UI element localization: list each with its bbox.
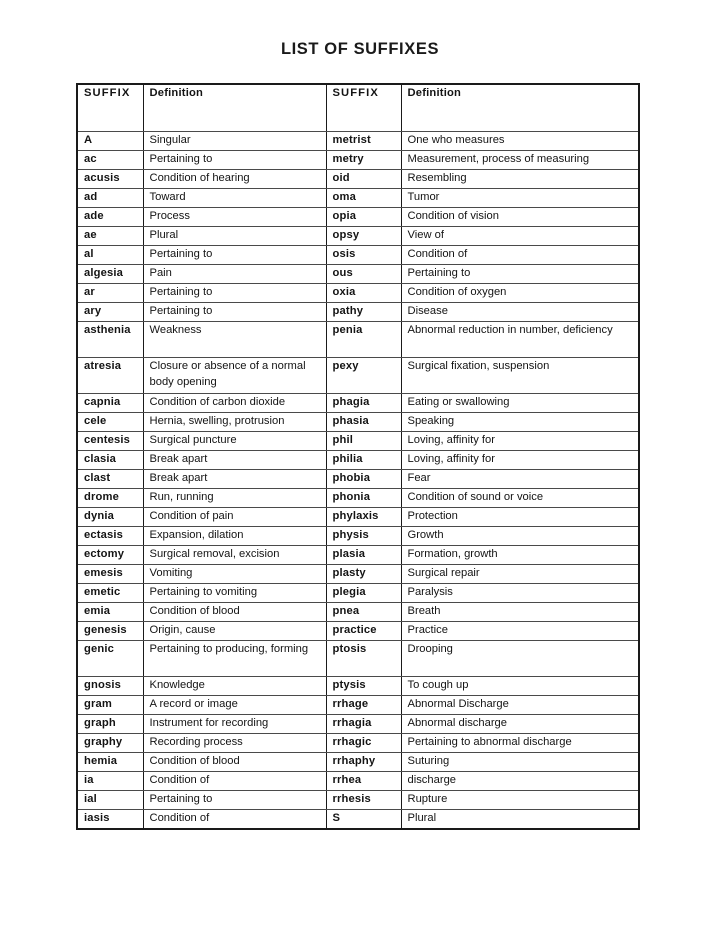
definition-right: Speaking: [401, 413, 639, 432]
suffix-term-right: rrhaphy: [326, 753, 401, 772]
suffix-term-left: asthenia: [77, 322, 143, 358]
suffix-term-right: metrist: [326, 132, 401, 151]
table-row: [77, 641, 639, 677]
definition-right: Suturing: [401, 753, 639, 772]
suffix-term-right: phylaxis: [326, 508, 401, 527]
definition-right: Abnormal Discharge: [401, 696, 639, 715]
table-row: [77, 322, 639, 358]
definition-right: To cough up: [401, 677, 639, 696]
column-header-definition-left: Definition: [143, 84, 326, 132]
definition-right: discharge: [401, 772, 639, 791]
definition-left: Origin, cause: [143, 622, 326, 641]
suffix-term-right: plasia: [326, 546, 401, 565]
suffix-term-right: philia: [326, 451, 401, 470]
table-row: [77, 451, 639, 470]
suffix-term-right: phonia: [326, 489, 401, 508]
suffix-term-right: plasty: [326, 565, 401, 584]
definition-left: Process: [143, 208, 326, 227]
definition-left: Expansion, dilation: [143, 527, 326, 546]
definition-right: Practice: [401, 622, 639, 641]
suffix-term-right: ous: [326, 265, 401, 284]
suffix-term-right: pexy: [326, 358, 401, 394]
table-row: [77, 470, 639, 489]
definition-right: View of: [401, 227, 639, 246]
definition-left: Pertaining to: [143, 246, 326, 265]
definition-right: Tumor: [401, 189, 639, 208]
definition-left: Condition of: [143, 810, 326, 829]
definition-right: Drooping: [401, 641, 639, 677]
table-row: [77, 810, 639, 829]
suffix-term-right: physis: [326, 527, 401, 546]
suffix-term-left: ia: [77, 772, 143, 791]
definition-left: Pertaining to producing, forming: [143, 641, 326, 677]
definition-right: Disease: [401, 303, 639, 322]
definition-right: Growth: [401, 527, 639, 546]
definition-left: Break apart: [143, 470, 326, 489]
suffix-term-right: metry: [326, 151, 401, 170]
suffix-term-left: emesis: [77, 565, 143, 584]
definition-left: Condition of blood: [143, 603, 326, 622]
definition-left: Pertaining to vomiting: [143, 584, 326, 603]
definition-left: Hernia, swelling, protrusion: [143, 413, 326, 432]
suffix-term-left: ial: [77, 791, 143, 810]
suffix-term-right: phobia: [326, 470, 401, 489]
suffix-term-left: genesis: [77, 622, 143, 641]
table-row: [77, 208, 639, 227]
suffix-term-left: ary: [77, 303, 143, 322]
table-row: [77, 432, 639, 451]
suffix-term-left: ectomy: [77, 546, 143, 565]
page-title: LIST OF SUFFIXES: [280, 40, 440, 58]
definition-right: Plural: [407, 812, 437, 824]
definition-left: Condition of pain: [143, 508, 326, 527]
definition-left: Pain: [143, 265, 326, 284]
definition-left: Surgical removal, excision: [143, 546, 326, 565]
table-row: [77, 753, 639, 772]
suffix-term-right: rrhesis: [326, 791, 401, 810]
suffix-term-right: opsy: [326, 227, 401, 246]
suffix-table: [76, 83, 640, 830]
definition-right: Rupture: [401, 791, 639, 810]
suffix-term-right: penia: [326, 322, 401, 358]
table-row: [77, 696, 639, 715]
suffix-term-right: pnea: [326, 603, 401, 622]
table-row: [77, 358, 639, 394]
definition-left: Closure or absence of a normal body opening: [143, 358, 326, 394]
suffix-term-left: clasia: [77, 451, 143, 470]
table-row: [77, 170, 639, 189]
suffix-term-right: plegia: [326, 584, 401, 603]
definition-right: Pertaining to abnormal discharge: [401, 734, 639, 753]
suffix-term-right: oma: [326, 189, 401, 208]
table-header-row: [77, 84, 639, 132]
definition-left: Pertaining to: [143, 284, 326, 303]
suffix-term-right: phil: [326, 432, 401, 451]
definition-left: Condition of carbon dioxide: [143, 394, 326, 413]
definition-left: Condition of blood: [143, 753, 326, 772]
definition-right: Condition of: [401, 246, 639, 265]
suffix-term-left: gnosis: [77, 677, 143, 696]
table-row: [77, 394, 639, 413]
suffix-term-left: capnia: [77, 394, 143, 413]
definition-right: Abnormal reduction in number, deficiency: [401, 322, 639, 358]
table-row: [77, 227, 639, 246]
table-row: [77, 565, 639, 584]
definition-right: Measurement, process of measuring: [401, 151, 639, 170]
definition-left: Weakness: [143, 322, 326, 358]
definition-right: Formation, growth: [401, 546, 639, 565]
suffix-term-left: gram: [77, 696, 143, 715]
definition-right: Breath: [401, 603, 639, 622]
suffix-term-right: oid: [326, 170, 401, 189]
suffix-term-left: cele: [77, 413, 143, 432]
definition-left: Break apart: [143, 451, 326, 470]
definition-right: One who measures: [401, 132, 639, 151]
suffix-term-left: ade: [77, 208, 143, 227]
definition-left: Toward: [143, 189, 326, 208]
column-header-definition-right: Definition: [401, 84, 639, 132]
definition-right: Resembling: [401, 170, 639, 189]
definition-right: Fear: [401, 470, 639, 489]
suffix-term-right: pathy: [326, 303, 401, 322]
definition-right: Protection: [401, 508, 639, 527]
suffix-term-left: ectasis: [77, 527, 143, 546]
suffix-term-left: ar: [77, 284, 143, 303]
table-body: [77, 132, 639, 829]
table-row: [77, 413, 639, 432]
definition-left: Run, running: [143, 489, 326, 508]
table-row: [77, 284, 639, 303]
table-row: [77, 246, 639, 265]
suffix-term-right: ptosis: [326, 641, 401, 677]
table-row: [77, 265, 639, 284]
suffix-term-left: atresia: [77, 358, 143, 394]
suffix-term-right: rrhagic: [326, 734, 401, 753]
suffix-term-left: graph: [77, 715, 143, 734]
suffix-term-left: graphy: [77, 734, 143, 753]
suffix-table-container: [76, 83, 638, 830]
definition-left: Recording process: [143, 734, 326, 753]
definition-left: Vomiting: [143, 565, 326, 584]
suffix-term-left: hemia: [77, 753, 143, 772]
column-header-suffix-left: SUFFIX: [77, 84, 143, 132]
suffix-term-right: phagia: [326, 394, 401, 413]
definition-right: Loving, affinity for: [401, 432, 639, 451]
definition-left: Pertaining to: [143, 791, 326, 810]
definition-right: Condition of oxygen: [401, 284, 639, 303]
suffix-term-left: dynia: [77, 508, 143, 527]
suffix-term-left: al: [77, 246, 143, 265]
suffix-term-right: rrhea: [326, 772, 401, 791]
table-row: [77, 715, 639, 734]
table-row: [77, 677, 639, 696]
suffix-term-left: algesia: [77, 265, 143, 284]
suffix-term-left: ad: [77, 189, 143, 208]
table-header: [77, 84, 639, 132]
definition-right: Eating or swallowing: [401, 394, 639, 413]
suffix-term-right: rrhagia: [326, 715, 401, 734]
suffix-term-left: emia: [77, 603, 143, 622]
definition-left: Surgical puncture: [143, 432, 326, 451]
suffix-term-left: A: [77, 132, 143, 151]
suffix-term-right: opia: [326, 208, 401, 227]
definition-right: Paralysis: [401, 584, 639, 603]
table-row: [77, 508, 639, 527]
definition-right: Surgical fixation, suspension: [401, 358, 639, 394]
suffix-term-right: phasia: [326, 413, 401, 432]
suffix-term-left: iasis: [77, 810, 143, 829]
suffix-term-left: ac: [77, 151, 143, 170]
suffix-term-left: drome: [77, 489, 143, 508]
suffix-term-right: ptysis: [326, 677, 401, 696]
definition-left: Plural: [143, 227, 326, 246]
definition-left: Condition of: [143, 772, 326, 791]
table-row: [77, 584, 639, 603]
table-row: [77, 489, 639, 508]
suffix-term-left: ae: [77, 227, 143, 246]
suffix-term-left: emetic: [77, 584, 143, 603]
table-row: [77, 132, 639, 151]
suffix-term-right: rrhage: [326, 696, 401, 715]
definition-right: Condition of vision: [401, 208, 639, 227]
definition-right: Loving, affinity for: [401, 451, 639, 470]
definition-left: A record or image: [143, 696, 326, 715]
definition-left: Condition of hearing: [143, 170, 326, 189]
definition-left: Pertaining to: [143, 151, 326, 170]
definition-left: Knowledge: [143, 677, 326, 696]
suffix-term-left: clast: [77, 470, 143, 489]
table-row: [77, 734, 639, 753]
table-row: [77, 791, 639, 810]
suffix-term-left: acusis: [77, 170, 143, 189]
definition-left: Singular: [143, 132, 326, 151]
table-row: [77, 151, 639, 170]
definition-right: Surgical repair: [401, 565, 639, 584]
definition-right: Abnormal discharge: [401, 715, 639, 734]
suffix-term-right: S: [326, 810, 401, 829]
suffix-term-right: oxia: [326, 284, 401, 303]
table-row: [77, 772, 639, 791]
table-row: [77, 546, 639, 565]
suffix-term-left: centesis: [77, 432, 143, 451]
suffix-term-right: osis: [326, 246, 401, 265]
definition-left: Instrument for recording: [143, 715, 326, 734]
table-row: [77, 527, 639, 546]
table-row: [77, 189, 639, 208]
table-row: [77, 303, 639, 322]
definition-right: Pertaining to: [401, 265, 639, 284]
suffix-term-left: genic: [77, 641, 143, 677]
suffix-term-right: practice: [326, 622, 401, 641]
table-row: [77, 603, 639, 622]
definition-left: Pertaining to: [143, 303, 326, 322]
table-row: [77, 622, 639, 641]
column-header-suffix-right: SUFFIX: [326, 84, 401, 132]
definition-right: Condition of sound or voice: [401, 489, 639, 508]
